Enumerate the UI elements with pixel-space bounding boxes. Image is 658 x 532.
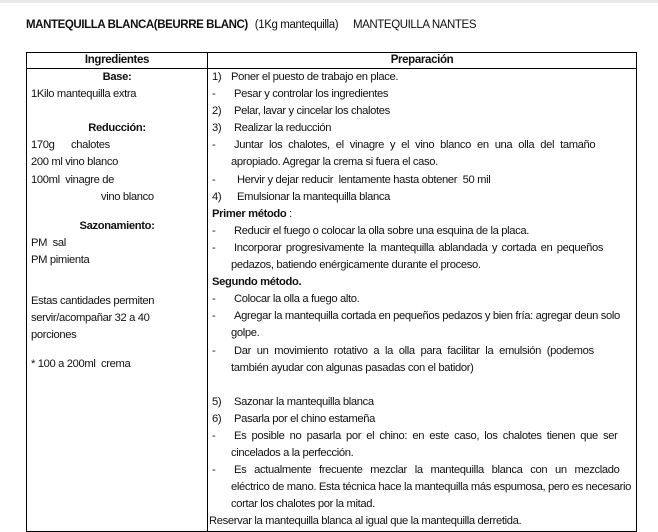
step: - Reducir el fuego o colocar la olla sobre una esquina de la placa. xyxy=(212,224,530,237)
yield-note: servir/acompañar 32 a 40 xyxy=(31,312,150,325)
step: 3) Realizar la reducción xyxy=(212,122,332,135)
ingredient-item: 170g chalotes xyxy=(31,139,110,152)
recipe-quantity: (1Kg mantequilla) xyxy=(254,19,339,31)
step-continuation: cortar los chalotes por la mitad. xyxy=(231,498,375,511)
method-two-heading: Segundo método. xyxy=(212,276,302,289)
ingredients-cell xyxy=(27,69,208,532)
ingredient-item: 200 ml vino blanco xyxy=(31,156,118,169)
ingredients-header: Ingredientes xyxy=(27,53,208,69)
step: - Es actualmente frecuente mezclar la mantequilla blanca con un mezclado xyxy=(212,464,620,477)
recipe-table xyxy=(26,52,637,532)
step-continuation: eléctrico de mano. Esta técnica hace la mantequilla más espumosa, pero es necesario xyxy=(231,481,632,494)
method-one-heading: Primer método : xyxy=(212,207,292,220)
recipe-title: MANTEQUILLA BLANCA(BEURRE BLANC) xyxy=(26,19,248,31)
step: - Agregar la mantequilla cortada en pequeños pedazos y bien fría: agregar deun solo xyxy=(212,310,620,323)
preparation-header: Preparación xyxy=(208,53,637,69)
ingredient-item: PM pimienta xyxy=(31,253,90,266)
spacer xyxy=(27,344,207,356)
spacer xyxy=(27,103,207,120)
step-continuation: golpe. xyxy=(231,327,260,340)
ingredient-item: 1Kilo mantequilla extra xyxy=(31,88,137,101)
page-top-edge xyxy=(0,0,658,3)
step-continuation: también ayudar con algunas pasadas con el batidor) xyxy=(231,361,474,374)
step: 1) Poner el puesto de trabajo en place. xyxy=(212,71,399,83)
preparation-cell xyxy=(208,69,637,532)
step-continuation: apropiado. Agregar la crema si fuera el caso. xyxy=(231,156,438,169)
step: 6) Pasarla por el chino estameña xyxy=(212,412,375,425)
table-row xyxy=(27,69,637,532)
ingredient-item: 100ml vinagre de xyxy=(31,173,114,186)
step: 2) Pelar, lavar y cincelar los chalotes xyxy=(212,105,390,118)
step: 5) Sazonar la mantequilla blanca xyxy=(212,395,374,408)
step-continuation: pedazos, batiendo enérgicamente durante el proceso. xyxy=(231,259,481,272)
step: - Colocar la olla a fuego alto. xyxy=(212,293,360,306)
spacer xyxy=(208,377,636,394)
step: - Es posible no pasarla por el chino: en este caso, los chalotes tienen que ser xyxy=(212,429,618,442)
reduction-heading: Reducción: xyxy=(88,122,146,135)
yield-note: porciones xyxy=(31,329,77,342)
spacer xyxy=(27,269,207,293)
recipe-title-line xyxy=(26,19,476,31)
recipe-variant: MANTEQUILLA NANTES xyxy=(352,19,477,31)
seasoning-heading: Sazonamiento: xyxy=(79,219,155,232)
ingredient-item: PM sal xyxy=(31,236,66,249)
step: - Dar un movimiento rotativo a la olla para facilitar la emulsión (podemos xyxy=(212,344,594,357)
closing-note: Reservar la mantequilla blanca al igual que la mantequilla derretida. xyxy=(209,515,522,528)
step: - Pesar y controlar los ingredientes xyxy=(212,88,389,101)
ingredient-item: vino blanco xyxy=(101,190,154,203)
spacer xyxy=(27,206,207,218)
yield-note: Estas cantidades permiten xyxy=(31,295,155,308)
step: - Incorporar progresivamente la mantequilla ablandada y cortada en pequeños xyxy=(212,241,604,254)
base-heading: Base: xyxy=(102,71,132,83)
step: 4) Emulsionar la mantequilla blanca xyxy=(212,190,390,203)
cream-footnote: * 100 a 200ml crema xyxy=(31,358,131,371)
step: - Juntar los chalotes, el vinagre y el vino blanco en una olla del tamaño xyxy=(212,139,596,152)
table-header-row xyxy=(27,53,637,69)
step-continuation: cincelados a la perfección. xyxy=(231,447,354,460)
step: - Hervir y dejar reducir lentamente hasta obtener 50 mil xyxy=(212,173,491,186)
